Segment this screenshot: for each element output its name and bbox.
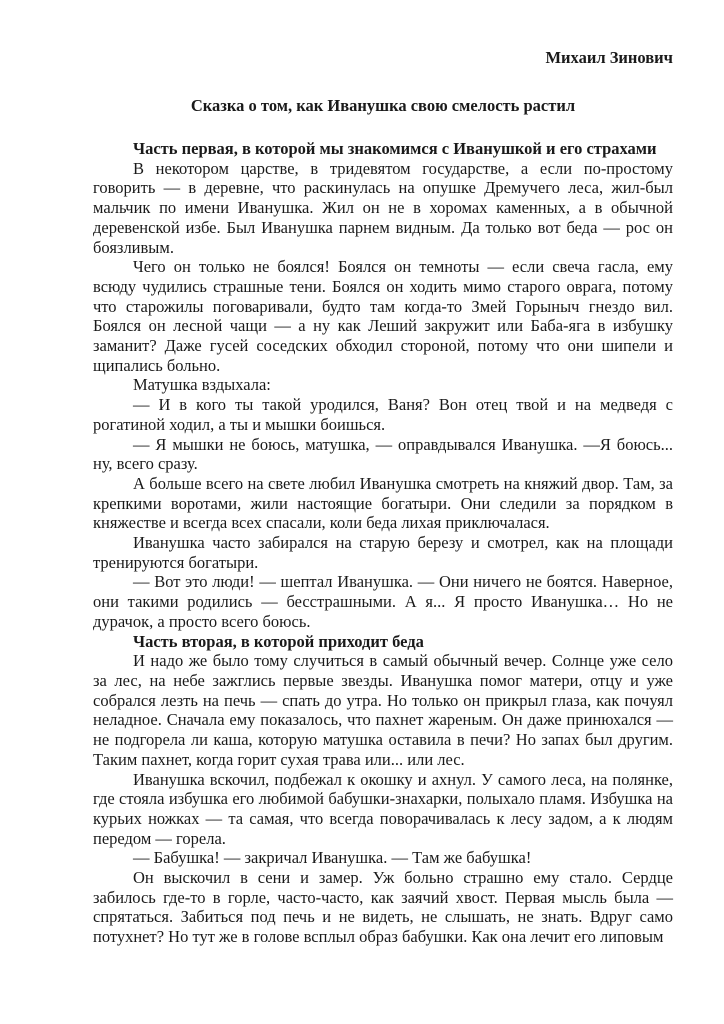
author-name: Михаил Зинович <box>545 48 673 67</box>
paragraph: А больше всего на свете любил Иванушка смотреть на княжий двор. Там, за крепкими воротами, жили настоящие богатыри. Они следили за порядком в княжестве и всегда всех спасали, коли беда лихая приключалася. <box>93 473 673 533</box>
paragraph: В некотором царстве, в тридевятом государстве, а если по-простому говорить — в деревне, что раскинулась на опушке Дремучего леса, жил-был мальчик по имени Иванушка. Жил он не в хоромах каменных, а в обычной деревенской избе. Был Иванушка парнем видным. Да только вот беда — рос он боязливым. <box>93 158 673 257</box>
paragraph: — Бабушка! — закричал Иванушка. — Там же бабушка! <box>133 848 532 868</box>
part-heading: Часть первая, в которой мы знакомимся с Иванушкой и его страхами <box>133 139 657 158</box>
paragraph: Чего он только не боялся! Боялся он темноты — если свеча гасла, ему всюду чудились страшные тени. Боялся он ходить мимо старого оврага, потому что старожилы поговаривали, будто там когда-то Змей Горыныч гнездо вил. Боялся он лесной чащи — а ну как Леший закружит или Баба-яга в избушку заманит? Даже гусей соседских обходил стороной, потому что они шипели и щипались больно. <box>93 257 673 375</box>
paragraph: Матушка вздыхала: <box>133 375 271 395</box>
paragraph: — И в кого ты такой уродился, Ваня? Вон отец твой и на медведя с рогатиной ходил, а ты и мышки боишься. <box>93 395 673 434</box>
part-one <box>93 139 673 632</box>
paragraph: И надо же было тому случиться в самый обычный вечер. Солнце уже село за лес, на небе зажглись первые звезды. Иванушка помог матери, отцу и уже собрался лезть на печь — спать до утра. Но только он прикрыл глаза, как почуял неладное. Сначала ему показалось, что пахнет жареным. Он даже принюхался — не подгорела ли каша, которую матушка оставила в печи? Но запах был другим. Таким пахнет, когда горит сухая трава или... или лес. <box>93 651 673 769</box>
story-title: Сказка о том, как Иванушка свою смелость растил <box>190 96 576 115</box>
document-page <box>93 48 673 947</box>
paragraph: Он выскочил в сени и замер. Уж больно страшно ему стало. Сердце забилось где-то в горле, часто-часто, как заячий хвост. Первая мысль была — спрятаться. Забиться под печь и не видеть, не слышать, не знать. Вдруг само потухнет? Но тут же в голове всплыл образ бабушки. Как она лечит его липовым <box>93 868 673 947</box>
paragraph: — Вот это люди! — шептал Иванушка. — Они ничего не боятся. Наверное, они такими родились — бесстрашными. А я... Я просто Иванушка… Но не дурачок, а просто всего боюсь. <box>93 572 673 631</box>
paragraph: Иванушка часто забирался на старую березу и смотрел, как на площади тренируются богатыри. <box>93 533 673 572</box>
part-heading: Часть вторая, в которой приходит беда <box>133 631 424 651</box>
paragraph: Иванушка вскочил, подбежал к окошку и ахнул. У самого леса, на полянке, где стояла избушка его любимой бабушки-знахарки, полыхало пламя. Избушка на курьих ножках — та самая, что всегда поворачивалась к лесу задом, а к людям передом — горела. <box>93 769 673 848</box>
part-two <box>93 632 673 947</box>
paragraph: — Я мышки не боюсь, матушка, — оправдывался Иванушка. —Я боюсь... ну, всего сразу. <box>93 434 673 474</box>
